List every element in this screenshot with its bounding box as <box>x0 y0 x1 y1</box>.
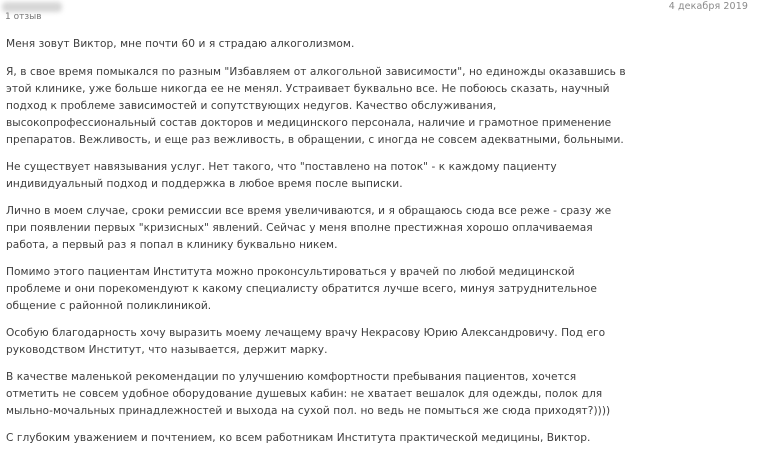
review-paragraph: Помимо этого пациентам Института можно проконсультироваться у врачей по любой медицинской проблеме и они порекомендуют к какому специалисту обратится лучше всего, минуя затруднительное общение с районной поликлиникой. <box>6 266 597 312</box>
review-paragraph: Лично в моем случае, сроки ремиссии все время увеличиваются, и я обращаюсь сюда все реже - сразу же при появлении первых "кризисных" явлений. Сейчас у меня вполне престижная хорошо оплачиваемая работа, а первый раз я попал в клинику буквально никем. <box>6 205 612 251</box>
review-paragraph: Особую благодарность хочу выразить моему лечащему врачу Некрасову Юрию Александровичу. Под его руководством Институт, что называется, держит марку. <box>6 327 606 356</box>
review-paragraph: С глубоким уважением и почтением, ко всем работникам Института практической медицины, Виктор. <box>6 432 591 444</box>
author-name-blurred <box>2 2 62 12</box>
review-date: 4 декабря 2019 <box>668 1 748 12</box>
review-paragraph: Не существует навязывания услуг. Нет такого, что "поставлено на поток" - к каждому пациенту индивидуальный подход и поддержка в любое время после выписки. <box>6 161 557 190</box>
review-paragraph: Меня зовут Виктор, мне почти 60 и я страдаю алкоголизмом. <box>6 38 355 50</box>
review-header <box>0 0 776 30</box>
review-text <box>6 36 630 457</box>
review-paragraph: В качестве маленькой рекомендации по улучшению комфортности пребывания пациентов, хочется отметить не совсем удобное оборудование душевых кабин: не хватает вешалок для одежды, полок для мыльно-мочальных принадлежностей и выхода на сухой пол. но ведь не помыться же сюда приходят?)))) <box>6 371 611 417</box>
review-paragraph: Я, в свое время помыкался по разным "Избавляем от алкогольной зависимости", но единожды оказавшись в этой клинике, уже больше никогда ее не менял. Устраивает буквально все. Не побоюсь сказать, научный подход к проблеме зависимостей и сопутствующих недугов. Качество обслуживания, высокопрофессиональный состав докторов и медицинского персонала, наличие и грамотное применение препаратов. Вежливость, и еще раз вежливость, в обращении, с иногда не совсем адекватными, больными. <box>6 66 626 146</box>
author-review-count: 1 отзыв <box>5 12 42 22</box>
